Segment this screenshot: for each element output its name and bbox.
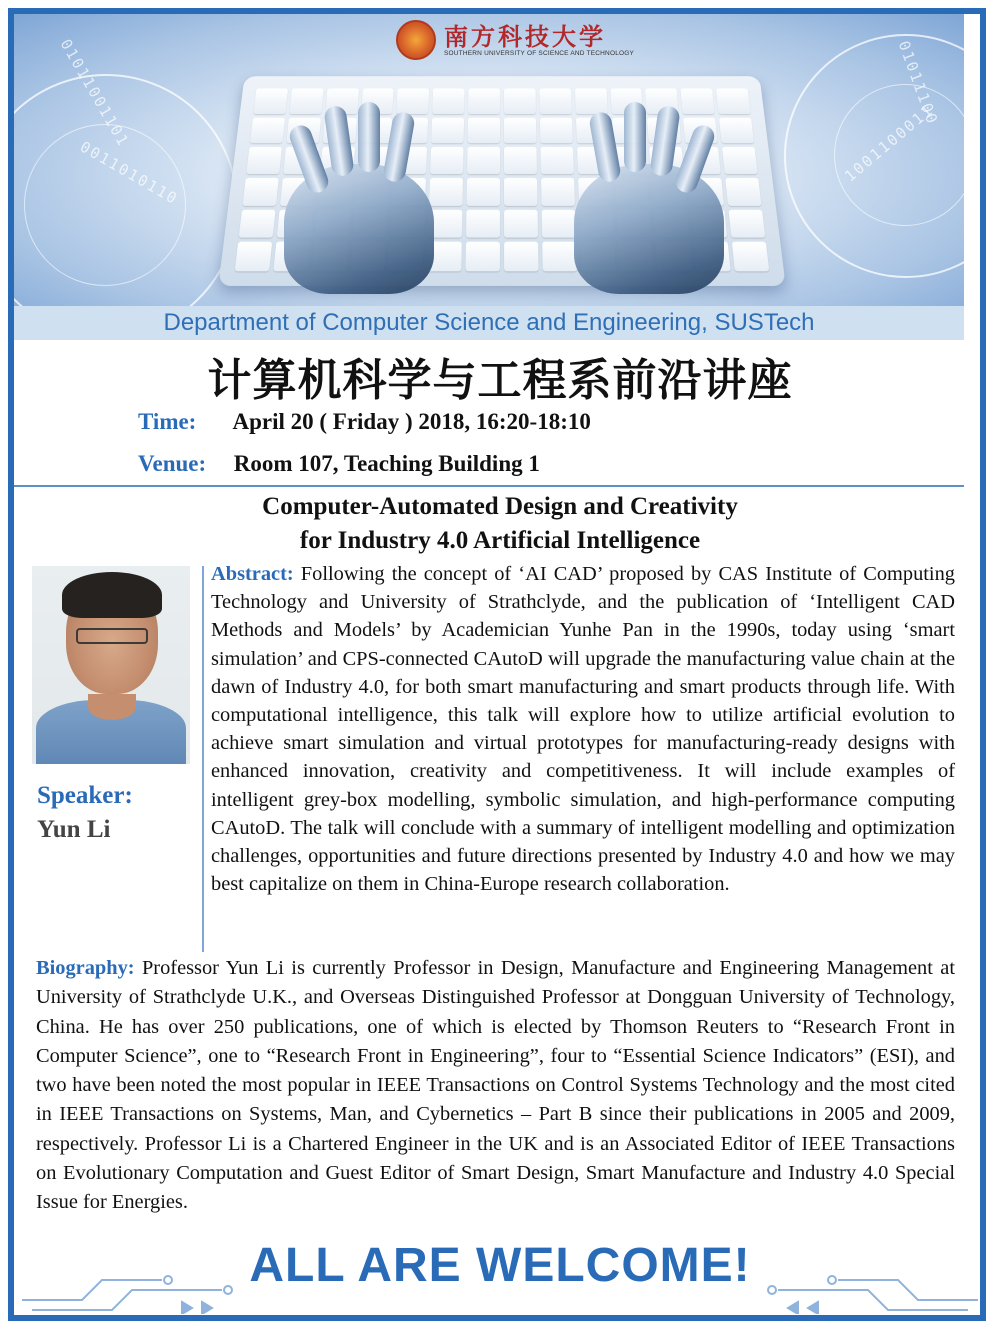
robot-hand-right [574, 164, 724, 294]
biography-text: Professor Yun Li is currently Professor in Design, Manufacture and Engineering Management at University of Strathclyde U.K., and Overseas Distinguished Professor at Dongguan University of Technology, China. He has over 250 publications, one of which is elected by Thomson Reuters to “Research Front in Computer Science”, one to “Research Front in Engineering”, four to “Essential Science Indicators” (ESI), and two have been noted the most popular in IEEE Transactions on Control Systems Technology and the most cited in IEEE Transactions on Systems, Man, and Cybernetics – Part B since their publications in 2005 and 2009, respectively. Professor Li is a Chartered Engineer in the UK and is an Associated Editor of IEEE Transactions on Evolutionary Computation and Guest Editor of Smart Design, Smart Manufacture and Industry 4.0 Special Issue for Energies. [36, 957, 955, 1214]
time-row [138, 409, 591, 435]
robot-hand-left [284, 164, 434, 294]
talk-title-line1: Computer-Automated Design and Creativity [262, 493, 738, 520]
keyboard-key [541, 209, 575, 237]
keyboard-key [431, 117, 464, 143]
venue-value: Room 107, Teaching Building 1 [233, 451, 540, 476]
keyboard-key [467, 178, 500, 206]
binary-pattern: 0011010110 [76, 137, 182, 209]
abstract-divider [202, 566, 204, 952]
talk-title [0, 490, 1000, 558]
abstract-label: Abstract: [211, 563, 294, 585]
speaker-name: Yun Li [37, 816, 111, 843]
keyboard-key [732, 242, 769, 271]
university-name-en: SOUTHERN UNIVERSITY OF SCIENCE AND TECHNOLOGY [444, 49, 635, 57]
biography-paragraph [36, 954, 955, 1218]
keyboard-key [681, 88, 715, 113]
binary-pattern: 01011100 [894, 38, 942, 128]
department-bar [14, 306, 964, 340]
university-logo [396, 20, 634, 60]
keyboard-key [504, 209, 538, 237]
abstract-text: Following the concept of ‘AI CAD’ proposed by CAS Institute of Computing Technology and University of Strathclyde, and the publication of ‘Intelligent CAD Methods and Models’ by Academician Yunhe Pan in the 1990s, today using ‘smart simulation’ and CPS-connected CAutoD will upgrade the manufacturing value chain at the dawn of Industry 4.0, for both smart manufacturing and smart products through life. With computational intelligence, this talk will explore how to utilize artificial evolution to achieve smart simulation and virtual prototypes for manufacturing-ready designs with enhanced innovation, creativity and competitiveness. It will include examples of intelligent grey-box modelling, symbolic simulation, and high-performance computing CAutoD. The talk will conclude with a summary of intelligent modelling and optimization challenges, opportunities and future directions presented by Industry 4.0 and how we may best capitalize on them in China-Europe research collaboration. [211, 563, 955, 896]
keyboard-key [722, 147, 758, 174]
keyboard-key [540, 117, 573, 143]
keyboard-key [504, 88, 536, 113]
keyboard-key [716, 88, 751, 113]
university-seal-icon [396, 20, 436, 60]
divider [14, 485, 964, 487]
keyboard-key [539, 88, 571, 113]
speaker-label: Speaker: [37, 782, 133, 809]
keyboard-key [432, 88, 464, 113]
department-name: Department of Computer Science and Engineering, SUSTech [163, 309, 815, 336]
binary-pattern: 01011001101 [56, 35, 133, 151]
abstract-paragraph [211, 560, 955, 898]
keyboard-key [542, 242, 577, 271]
keyboard-key [466, 242, 500, 271]
university-name-cn: 南方科技大学 [444, 21, 606, 51]
biography-label: Biography: [36, 957, 135, 979]
keyboard-key [725, 178, 761, 206]
keyboard-key [467, 147, 500, 174]
keyboard-key [729, 209, 766, 237]
keyboard-key [504, 147, 537, 174]
lecture-series-title: 计算机科学与工程系前沿讲座 [207, 355, 793, 406]
keyboard-key [430, 147, 463, 174]
keyboard-key [242, 178, 278, 206]
keyboard-key [397, 88, 430, 113]
venue-label: Venue: [138, 451, 207, 476]
keyboard-key [719, 117, 754, 143]
talk-title-line2: for Industry 4.0 Artificial Intelligence [299, 527, 701, 554]
keyboard-key [541, 178, 575, 206]
keyboard-key [429, 178, 463, 206]
binary-pattern: 1001100011 [841, 100, 938, 186]
keyboard-key [239, 209, 276, 237]
keyboard-key [253, 88, 288, 113]
keyboard-key [504, 117, 536, 143]
keyboard-key [575, 88, 608, 113]
decorative-ring [834, 84, 964, 226]
header-banner [14, 14, 964, 306]
keyboard-key [540, 147, 573, 174]
keyboard-key [468, 88, 500, 113]
time-value: April 20 ( Friday ) 2018, 16:20-18:10 [232, 409, 591, 434]
keyboard-key [504, 178, 537, 206]
keyboard-key [468, 117, 500, 143]
venue-row [138, 451, 540, 477]
speaker-photo [32, 566, 190, 764]
keyboard-key [466, 209, 500, 237]
keyboard-key [250, 117, 285, 143]
welcome-banner: ALL ARE WELCOME! [249, 1239, 751, 1292]
keyboard-key [504, 242, 538, 271]
time-label: Time: [138, 409, 197, 434]
keyboard-key [235, 242, 272, 271]
keyboard-key [246, 147, 282, 174]
keyboard-key [289, 88, 323, 113]
